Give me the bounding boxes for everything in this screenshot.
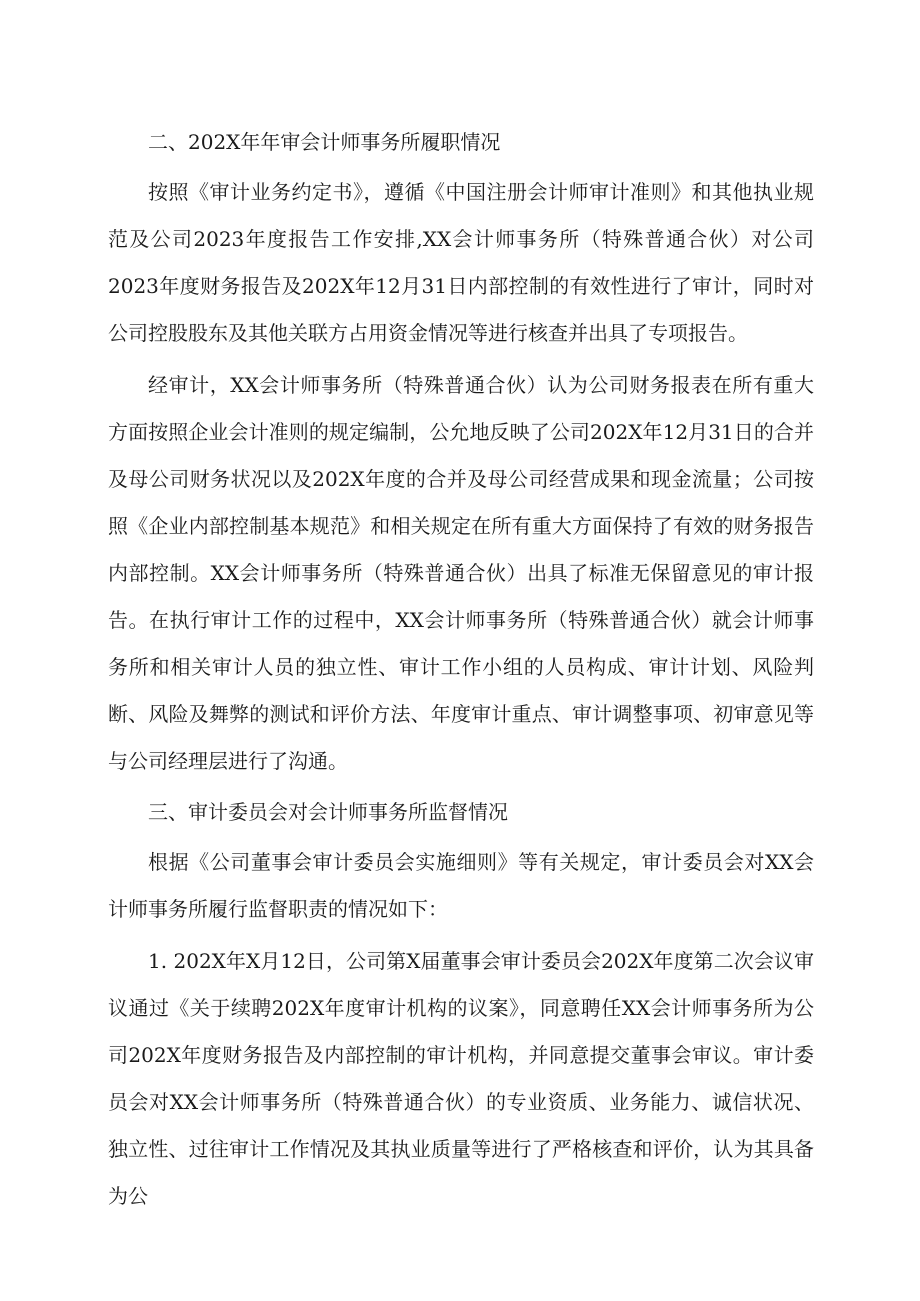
section-2-heading: 二、202X年年审会计师事务所履职情况 bbox=[148, 130, 501, 154]
document-page bbox=[108, 120, 814, 1225]
section-3-paragraph-2: 1. 202X年X月12日，公司第X届董事会审计委员会202X年度第二次会议审议通过《关于续聘202X年度审计机构的议案》，同意聘任XX会计师事务所为公司202X年度财务报告及内部控制的审计机构，并同意提交董事会审议。审计委员会对XX会计师事务所（特殊普通合伙）的专业资质、业务能力、诚信状况、独立性、过往审计工作情况及其执业质量等进行了严格核查和评价，认为其具备为公 bbox=[108, 949, 814, 1208]
section-2-paragraph-1: 按照《审计业务约定书》，遵循《中国注册会计师审计准则》和其他执业规范及公司2023年度报告工作安排,XX会计师事务所（特殊普通合伙）对公司2023年度财务报告及202X年12月31日内部控制的有效性进行了审计，同时对公司控股股东及其他关联方占用资金情况等进行核查并出具了专项报告。 bbox=[108, 180, 814, 345]
section-2-paragraph-2: 经审计，XX会计师事务所（特殊普通合伙）认为公司财务报表在所有重大方面按照企业会计准则的规定编制，公允地反映了公司202X年12月31日的合并及母公司财务状况以及202X年度的合并及母公司经营成果和现金流量；公司按照《企业内部控制基本规范》和相关规定在所有重大方面保持了有效的财务报告内部控制。XX会计师事务所（特殊普通合伙）出具了标准无保留意见的审计报告。在执行审计工作的过程中，XX会计师事务所（特殊普通合伙）就会计师事务所和相关审计人员的独立性、审计工作小组的人员构成、审计计划、风险判断、风险及舞弊的测试和评价方法、年度审计重点、审计调整事项、初审意见等与公司经理层进行了沟通。 bbox=[108, 373, 814, 773]
section-3-paragraph-1: 根据《公司董事会审计委员会实施细则》等有关规定，审计委员会对XX会计师事务所履行监督职责的情况如下： bbox=[108, 850, 814, 921]
section-3-heading: 三、审计委员会对会计师事务所监督情况 bbox=[148, 800, 508, 824]
